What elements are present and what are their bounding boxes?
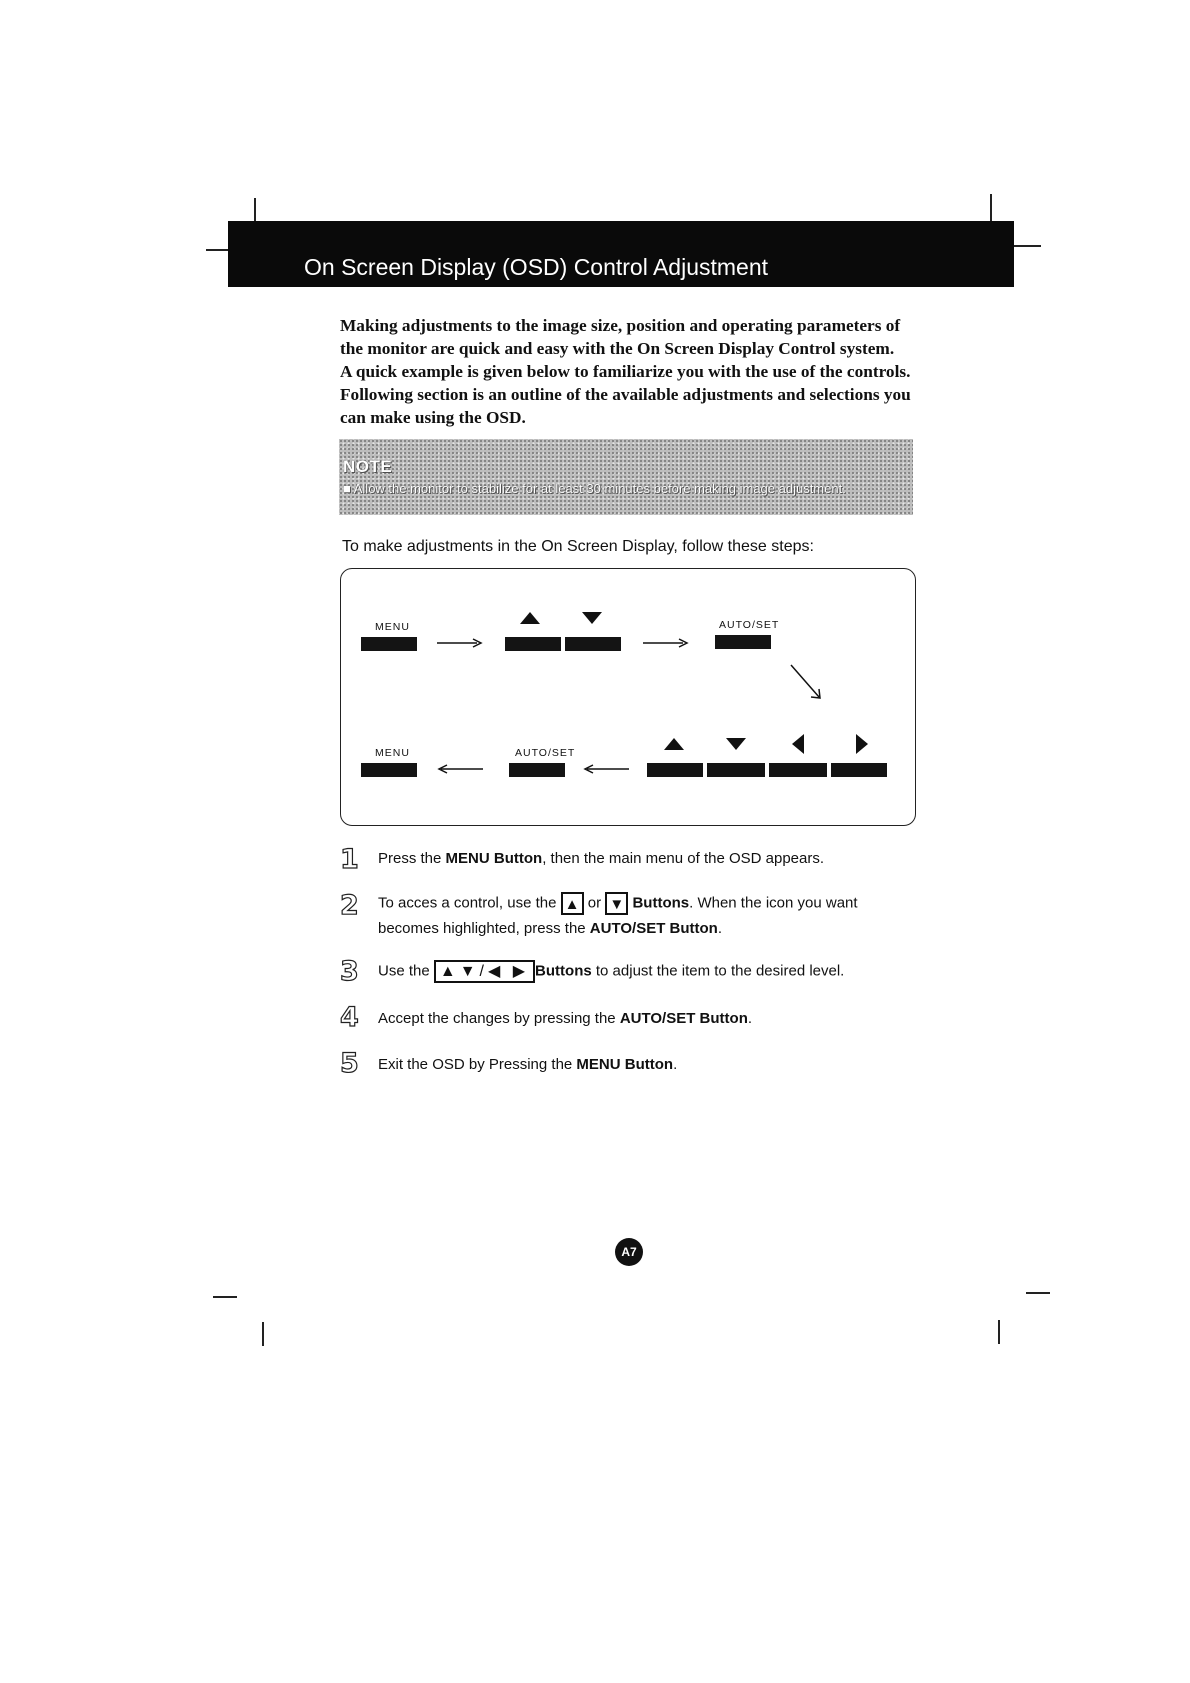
page-title: On Screen Display (OSD) Control Adjustment xyxy=(304,254,769,280)
arrow-right-icon xyxy=(643,635,689,649)
menu-label: MENU xyxy=(375,747,410,759)
right-button xyxy=(831,763,887,777)
intro-paragraph xyxy=(340,314,912,429)
crop-mark xyxy=(206,249,230,251)
autoset-button xyxy=(509,763,565,777)
crop-mark xyxy=(998,1320,1000,1344)
down-button xyxy=(565,637,621,651)
step-text: To acces a control, use the ▲ or ▼ Buttons. When the icon you want xyxy=(378,892,858,915)
note-label: NOTE xyxy=(343,457,393,476)
left-button xyxy=(769,763,827,777)
step-number: 1 xyxy=(340,844,359,875)
intro-line: Making adjustments to the image size, position and operating parameters of xyxy=(340,316,901,335)
autoset-label: AUTO/SET xyxy=(515,747,576,759)
arrow-left-icon xyxy=(583,761,629,775)
up-arrow-icon xyxy=(663,737,685,751)
up-button xyxy=(505,637,561,651)
step-text: Exit the OSD by Pressing the MENU Button. xyxy=(378,1056,678,1073)
page-number: A7 xyxy=(615,1238,643,1266)
steps-lead-text: To make adjustments in the On Screen Display, follow these steps: xyxy=(342,538,814,555)
arrow-keys-icon: ▲▼/◀ ▶ xyxy=(434,960,535,983)
up-arrow-icon xyxy=(519,611,541,625)
autoset-label: AUTO/SET xyxy=(719,619,780,631)
step-text: Use the ▲▼/◀ ▶ Buttons to adjust the item to the desired level. xyxy=(378,960,844,983)
step-text: Accept the changes by pressing the AUTO/SET Button. xyxy=(378,1010,753,1027)
menu-label: MENU xyxy=(375,621,410,633)
crop-mark xyxy=(1013,245,1041,247)
crop-mark xyxy=(990,194,992,222)
arrow-right-icon xyxy=(437,635,483,649)
crop-mark xyxy=(262,1322,264,1346)
intro-line: the monitor are quick and easy with the On Screen Display Control system. xyxy=(340,339,895,358)
arrow-down-right-icon xyxy=(789,663,823,701)
down-arrow-icon xyxy=(725,737,747,751)
intro-line: Following section is an outline of the available adjustments and selections you xyxy=(340,385,911,404)
right-arrow-icon xyxy=(855,733,869,755)
menu-button xyxy=(361,763,417,777)
up-key-icon: ▲ xyxy=(561,892,584,915)
crop-mark xyxy=(254,198,256,222)
intro-line: can make using the OSD. xyxy=(340,408,526,427)
autoset-button xyxy=(715,635,771,649)
down-arrow-icon xyxy=(581,611,603,625)
intro-line: A quick example is given below to familiarize you with the use of the controls. xyxy=(340,362,911,381)
osd-steps-diagram xyxy=(340,568,916,826)
menu-button xyxy=(361,637,417,651)
arrow-left-icon xyxy=(437,761,483,775)
crop-mark xyxy=(213,1296,237,1298)
step-number: 4 xyxy=(340,1002,359,1033)
step-number: 3 xyxy=(340,956,359,987)
left-arrow-icon xyxy=(791,733,805,755)
note-box xyxy=(339,439,913,515)
crop-mark xyxy=(1026,1292,1050,1294)
step-number: 2 xyxy=(340,890,359,921)
section-header xyxy=(228,221,1014,287)
step-text-line2: becomes highlighted, press the AUTO/SET Button. xyxy=(378,920,723,937)
step-number: 5 xyxy=(340,1048,359,1079)
step-text: Press the MENU Button, then the main menu of the OSD appears. xyxy=(378,850,825,867)
down-key-icon: ▼ xyxy=(605,892,628,915)
up-button xyxy=(647,763,703,777)
note-text: ■ Allow the monitor to stabilize for at least 30 minutes before making image adjustment. xyxy=(343,481,846,496)
down-button xyxy=(707,763,765,777)
